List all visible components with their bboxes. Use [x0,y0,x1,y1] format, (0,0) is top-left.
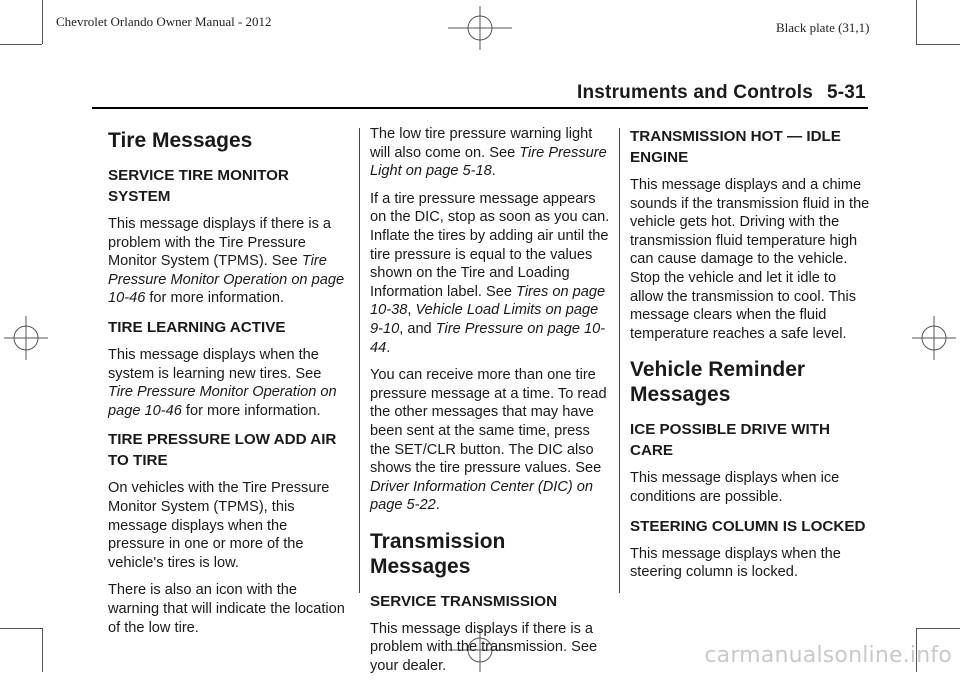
column-divider [359,128,360,593]
cross-reference: Tire Pressure on page 10-44 [370,320,606,356]
crop-mark [916,0,917,44]
column-3 [630,126,870,591]
heading-service-transmission: SERVICE TRANSMISSION [370,592,558,610]
crop-mark [916,628,960,629]
heading-vehicle-reminder: Vehicle Reminder Messages [630,358,806,407]
column-1 [108,122,348,646]
heading-ice-possible: ICE POSSIBLE DRIVE WITH CARE [630,421,830,460]
cross-reference: Tire Pressure Monitor Operation on page 10-46 [108,384,337,419]
registration-mark-icon [912,316,956,360]
heading-tire-messages: Tire Messages [108,129,253,152]
section-title: Instruments and Controls [577,82,813,103]
heading-tire-pressure-low: TIRE PRESSURE LOW ADD AIR TO TIRE [108,431,337,470]
heading-transmission-hot: TRANSMISSION HOT — IDLE ENGINE [630,128,841,166]
paragraph-tire-pressure-low: On vehicles with the Tire Pressure Monitor System (TPMS), this message displays when the pressure in one or more of the vehicle's tires is low. [108,480,330,571]
crop-mark [42,628,43,672]
cross-reference: Vehicle Load Limits on page 9-10 [370,302,599,337]
cross-reference: Tire Pressure Monitor Operation on page 10-46 [108,253,345,307]
cross-reference: Driver Information Center (DIC) on page 5-22 [370,478,594,514]
paragraph-ice-possible: This message displays when ice conditions are possible. [630,470,840,505]
watermark: carmanualsonline.info [704,643,952,668]
heading-transmission-messages: Transmission Messages [370,529,506,578]
heading-service-tire-monitor: SERVICE TIRE MONITOR SYSTEM [108,167,289,205]
paragraph-tire-learning: This message displays when the system is learning new tires. See Tire Pressure Monitor Operation on page 10-46 for more information. [108,346,337,419]
cross-reference: Tire Pressure Light on page 5-18 [370,144,607,180]
registration-mark-icon [448,6,512,50]
crop-mark [0,628,42,629]
print-meta-right: Black plate (31,1) [776,20,870,35]
header-rule [92,107,868,109]
page-number: 5-31 [827,82,866,103]
paragraph-tire-icon: There is also an icon with the warning that will indicate the location of the low tire. [108,582,345,636]
registration-mark-icon [4,316,48,360]
paragraph-steering-locked: This message displays when the steering column is locked. [630,545,841,581]
paragraph-inflate-tires: If a tire pressure message appears on the DIC, stop as soon as you can. Inflate the tires by adding air until the tire pressure is equal to the values shown on the Tire and Loading Information label. See Tires on page 10-38, Vehicle Load Limits on page 9-10, and Tire Pressure on page 10-44. [370,190,610,356]
column-divider [619,128,620,593]
heading-steering-locked: STEERING COLUMN IS LOCKED [630,517,866,535]
paragraph-service-transmission: This message displays if there is a problem with the transmission. See your dealer. [370,620,598,675]
paragraph-warning-light: The low tire pressure warning light will also come on. See Tire Pressure Light on page 5-18. [370,126,607,180]
column-2 [370,125,610,685]
crop-mark [42,0,43,44]
paragraph-service-tire-monitor: This message displays if there is a problem with the Tire Pressure Monitor System (TPMS). See Tire Pressure Monitor Operation on page 10-46 for more information. [108,216,345,307]
crop-mark [0,44,42,45]
paragraph-transmission-hot: This message displays and a chime sounds if the transmission fluid in the vehicle gets hot. Driving with the transmission fluid temperature high can cause damage to the vehicle. Stop the vehicle and let it idle to allow the transmission to cool. This message clears when the fluid temperature reaches a safe level. [630,177,870,342]
paragraph-multiple-messages: You can receive more than one tire pressure message at a time. To read the other messages that may have been sent at the same time, press the SET/CLR button. The DIC also shows the tire pressure values. See Driver Information Center (DIC) on page 5-22. [370,367,607,514]
crop-mark [916,44,960,45]
print-meta-left: Chevrolet Orlando Owner Manual - 2012 [56,14,272,29]
heading-tire-learning: TIRE LEARNING ACTIVE [108,318,286,336]
cross-reference: Tires on page 10-38 [370,283,606,319]
